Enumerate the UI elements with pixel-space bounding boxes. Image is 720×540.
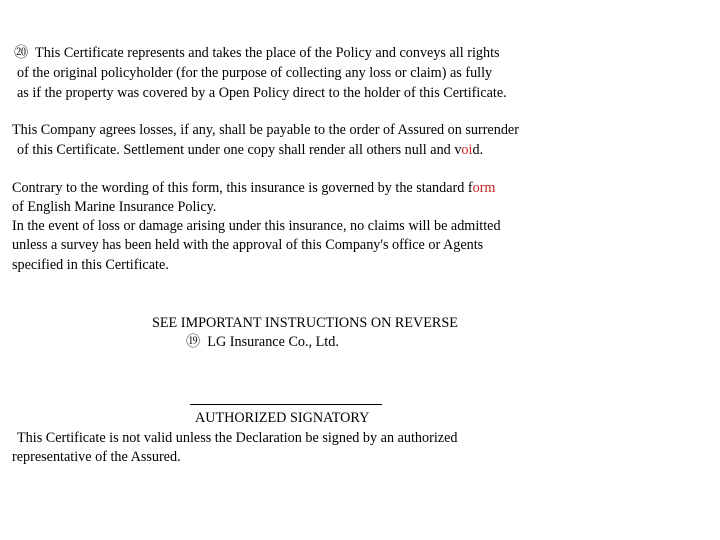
governing-line-2: of English Marine Insurance Policy.	[12, 199, 217, 215]
signatory-label: AUTHORIZED SIGNATORY	[195, 410, 370, 426]
clause-20-line-3: as if the property was covered by a Open Policy direct to the holder of this Certificate.	[17, 85, 507, 101]
clause-20-text-1: This Certificate represents and takes the place of the Policy and conveys all rights	[35, 45, 500, 61]
settlement-text-highlight: oi	[461, 142, 473, 158]
governing-line-4: unless a survey has been held with the approval of this Company's office or Agents	[12, 237, 484, 253]
settlement-text-start: of this Certificate. Settlement under one copy shall render all others null and v	[17, 142, 462, 158]
instructions-heading: SEE IMPORTANT INSTRUCTIONS ON REVERSE	[152, 315, 458, 331]
settlement-line-2	[17, 141, 483, 160]
governing-text-start: Contrary to the wording of this form, this insurance is governed by the standard f	[12, 180, 473, 196]
governing-line-3: In the event of loss or damage arising under this insurance, no claims will be admitted	[12, 218, 501, 234]
governing-line-5: specified in this Certificate.	[12, 257, 169, 273]
signature-line	[190, 404, 382, 405]
clause-20-line-1	[14, 44, 500, 63]
validity-line-1: This Certificate is not valid unless the Declaration be signed by an authorized	[17, 430, 458, 446]
insurer-marker: ⑲	[186, 334, 201, 350]
insurer-line	[186, 333, 339, 352]
validity-line-2: representative of the Assured.	[12, 449, 181, 465]
settlement-text-end: d.	[472, 142, 484, 158]
governing-line-1	[12, 179, 495, 198]
clause-20-marker: ⑳	[14, 45, 29, 61]
governing-text-highlight: orm	[472, 180, 496, 196]
insurer-name: LG Insurance Co., Ltd.	[207, 334, 339, 350]
settlement-line-1: This Company agrees losses, if any, shall be payable to the order of Assured on surrender	[12, 122, 519, 138]
clause-20-line-2: of the original policyholder (for the purpose of collecting any loss or claim) as fully	[17, 65, 493, 81]
